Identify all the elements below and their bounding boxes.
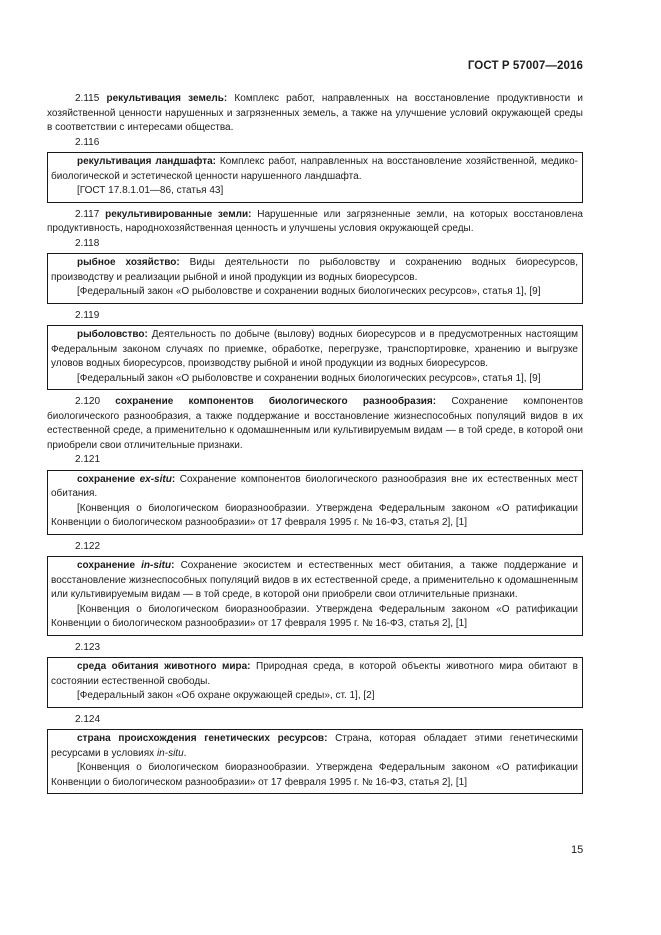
definition: Сохранение компонентов биологического разнообразия, а также поддержание и восстановление жизнеспособных популяций видов в их естественной среде, а применительно к одомашненным или культивируемым видам — в той среде, в которой они приобрели свои отличительные признаки. xyxy=(47,396,583,451)
term: сохранение компонентов биологического разнообразия: xyxy=(115,396,437,407)
term: сохранение ex-situ: xyxy=(77,473,176,485)
definition: Сохранение экосистем и естественных мест обитания, а также поддержание и восстановление жизнеспособных популяций видов в их естественной среде, а применительно к одомашненным или культивируемым видам — в той среде, в которой они приобрели свои отличительные признаки. xyxy=(51,560,578,600)
entry-number: 2.124 xyxy=(75,713,101,725)
source-reference: [Конвенция о биологическом биоразнообразии. Утверждена Федеральным законом «О ратификации Конвенции о биологическом разнообразии» от 17 февраля 1995 г. № 16-ФЗ, статья 2], [1] xyxy=(51,502,578,528)
source-reference: [Конвенция о биологическом биоразнообразии. Утверждена Федеральным законом «О ратификации Конвенции о биологическом разнообразии» от 17 февраля 1995 г. № 16-ФЗ, статья 2], [1] xyxy=(51,603,578,629)
term: сохранение in-situ: xyxy=(77,560,175,571)
source-reference: [Конвенция о биологическом биоразнообразии. Утверждена Федеральным законом «О ратификации Конвенции о биологическом разнообразии» от 17 февраля 1995 г. № 16-ФЗ, статья 2], [1] xyxy=(51,762,578,788)
source-reference: [ГОСТ 17.8.1.01—86, статья 43] xyxy=(77,185,224,196)
term: рекультивация ландшафта: xyxy=(77,156,216,167)
definition: Комплекс работ, направленных на восстановление хозяйственной, медико-биологической и эстетической ценности нарушенного ландшафта. xyxy=(51,156,578,182)
definition: Деятельность по добыче (вылову) водных биоресурсов и в предусмотренных настоящим Федеральным законом случаях по приемке, обработке, перегрузке, транспортировке, хранению и выгрузке уловов водных биоресурсов, производству рыбной и иной продукции из водных биоресурсов. xyxy=(51,329,578,369)
definition: Сохранение компонентов биологического разнообразия вне их естественных мест обитания. xyxy=(51,473,579,499)
term-entry-2-120: 2.120 сохранение компонентов биологического разнообразия: Сохранение компонентов биологического разнообразия, а также поддержание и восстановление жизнеспособных популяций видов в их естественной среде, а применительно к одомашненным или культивируемым видам — в той среде, в которой они приобрели свои отличительные признаки. xyxy=(47,396,583,451)
term: рыбное хозяйство: xyxy=(77,257,180,268)
term-entry-2-115: 2.115 рекультивация земель: Комплекс работ, направленных на восстановление продуктивности и хозяйственной ценности нарушенных и загрязненных земель, а также на улучшение условий окружающей среды в соответствии с интересами общества. xyxy=(47,93,583,133)
source-reference: [Федеральный закон «О рыболовстве и сохранении водных биологических ресурсов», статья 1], [9] xyxy=(77,372,541,384)
term: рекультивация земель: xyxy=(106,93,228,104)
term-entry-2-117: 2.117 рекультивированные земли: Нарушенные или загрязненные земли, на которых восстановлена продуктивность, народнохозяйственная ценность и улучшены условия окружающей среды. xyxy=(47,208,583,234)
entry-number: 2.119 xyxy=(75,309,100,321)
definition: Страна, которая обладает этими генетическими ресурсами в условиях in-situ. xyxy=(51,733,578,759)
term-box-2-123 xyxy=(47,657,583,708)
entry-number: 2.121 xyxy=(75,454,101,465)
term-box-2-118 xyxy=(47,253,583,304)
source-reference: [Федеральный закон «О рыболовстве и сохранении водных биологических ресурсов», статья 1], [9] xyxy=(77,286,541,297)
term-box-2-124 xyxy=(47,729,583,794)
terms-list xyxy=(47,92,583,796)
term: страна происхождения генетических ресурсов: xyxy=(77,733,328,744)
page-number: 15 xyxy=(571,844,584,856)
source-reference: [Федеральный закон «Об охране окружающей среды», ст. 1], [2] xyxy=(77,690,375,701)
entry-number: 2.123 xyxy=(75,641,101,653)
term-box-2-121 xyxy=(47,470,583,535)
term-box-2-122 xyxy=(47,556,583,636)
definition: Виды деятельности по рыболовству и сохранению водных биоресурсов, производству и реализации рыбной и иной продукции из водных биоресурсов. xyxy=(51,257,579,283)
definition: Комплекс работ, направленных на восстановление продуктивности и хозяйственной ценности нарушенных и загрязненных земель, а также на улучшение условий окружающей среды в соответствии с интересами общества. xyxy=(47,93,583,133)
entry-number: 2.118 xyxy=(75,237,100,249)
document-header: ГОСТ Р 57007—2016 xyxy=(467,60,583,72)
entry-number: 2.122 xyxy=(75,540,101,552)
entry-number: 2.116 xyxy=(75,136,100,148)
term: среда обитания животного мира: xyxy=(77,661,251,672)
term: рыболовство: xyxy=(77,329,148,340)
term-box-2-119 xyxy=(47,325,583,390)
definition: Природная среда, в которой объекты животного мира обитают в состоянии естественной свободы. xyxy=(51,661,578,687)
term: рекультивированные земли: xyxy=(105,208,252,220)
definition: Нарушенные или загрязненные земли, на которых восстановлена продуктивность, народнохозяйственная ценность и улучшены условия окружающей среды. xyxy=(47,208,583,234)
term-box-2-116 xyxy=(47,152,583,203)
